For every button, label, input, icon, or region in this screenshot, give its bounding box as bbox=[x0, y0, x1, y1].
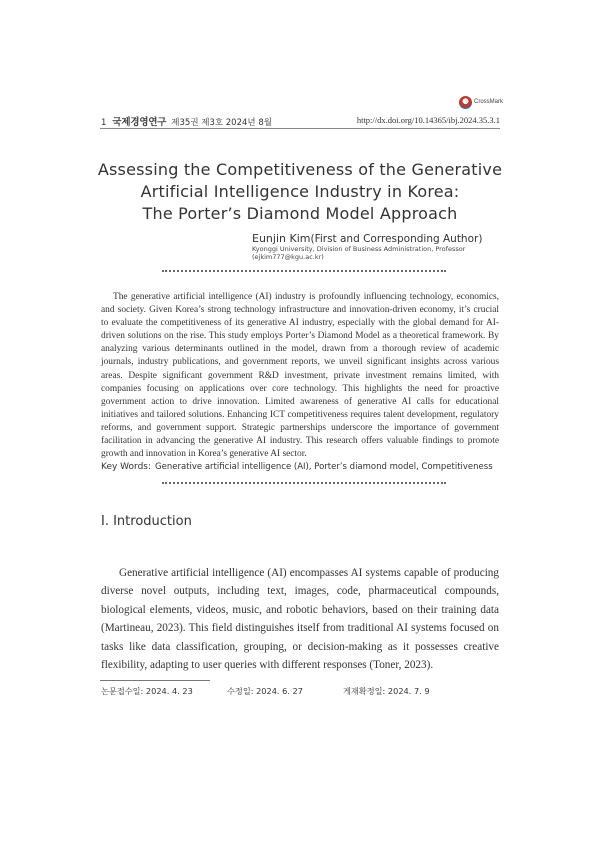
accepted-date: 게재확정일: 2024. 7. 9 bbox=[343, 686, 430, 696]
crossmark-label: CrossMark bbox=[474, 99, 504, 105]
section-heading: Ⅰ. Introduction bbox=[101, 514, 192, 529]
author-line bbox=[252, 232, 482, 245]
keywords-value: Generative artificial intelligence (AI), Porter’s diamond model, Competitiveness bbox=[155, 462, 493, 472]
doi-link[interactable]: http://dx.doi.org/10.14365/ibj.2024.35.3.1 bbox=[356, 115, 500, 125]
running-header bbox=[101, 114, 272, 128]
crossmark-badge[interactable] bbox=[459, 96, 505, 110]
footnote-divider bbox=[100, 680, 210, 681]
header-divider bbox=[100, 128, 500, 129]
journal-name: 국제경영연구 bbox=[112, 117, 167, 128]
journal-issue: 제35권 제3호 2024년 8월 bbox=[171, 118, 272, 128]
received-date: 논문접수일: 2024. 4. 23 bbox=[101, 686, 193, 696]
dotted-divider bbox=[162, 482, 446, 484]
page-number: 1 bbox=[101, 118, 107, 128]
author-block bbox=[252, 232, 482, 261]
dotted-divider bbox=[162, 270, 446, 272]
abstract-text: The generative artificial intelligence (AI) industry is profoundly influencing technology, economics, and society. Given Korea’s strong technology infrastructure and innovation-driven economy, it’s crucial to evaluate the competitiveness of its generative AI industry, especially with the global demand for AI-driven solutions on the rise. This study employs Porter’s Diamond Model as a theoretical framework. By analyzing various determinants outlined in the model, drawn from a thorough review of academic journals, industry publications, and government reports, we unveil significant insights across various areas. Despite significant government R&D investment, private investment remains limited, with companies focusing on applications over core technology. This highlights the need for proactive government action to drive innovation. Limited awareness of generative AI calls for educational initiatives and tailored solutions. Enhancing ICT competitiveness requires talent development, regulatory reforms, and government support. Strategic partnerships underscore the importance of government facilitation in advancing the generative AI industry. This research offers valuable findings to promote growth and innovation in Korea’s generative AI sector. bbox=[101, 292, 499, 460]
paragraph: Generative artificial intelligence (AI) encompasses AI systems capable of producing diverse novel outputs, including text, images, code, pharmaceutical compounds, biological elements, videos, music, and robotic behaviors, based on their training data (Martineau, 2023). This field distinguishes itself from traditional AI systems focused on tasks like data classification, grouping, or decision-making as it possesses creative flexibility, adapting to user queries with different responses (Toner, 2023). bbox=[101, 567, 499, 672]
keywords-label: Key Words: bbox=[101, 462, 152, 472]
author-email: (ejkim777@kgu.ac.kr) bbox=[252, 253, 324, 261]
body-text bbox=[101, 564, 499, 674]
abstract bbox=[101, 291, 499, 461]
title-line: Assessing the Competitiveness of the Generative bbox=[97, 160, 503, 179]
author-name: Eunjin Kim bbox=[252, 232, 311, 245]
crossmark-icon bbox=[459, 96, 472, 109]
author-affiliation: Kyonggi University, Division of Business Administration, Professor bbox=[252, 245, 466, 253]
revised-date: 수정일: 2024. 6. 27 bbox=[227, 686, 303, 696]
keywords bbox=[101, 462, 493, 472]
title-line: Artificial Intelligence Industry in Korea: bbox=[140, 182, 460, 201]
title-line: The Porter’s Diamond Model Approach bbox=[142, 204, 458, 223]
paper-title bbox=[60, 159, 540, 225]
author-role: (First and Corresponding Author) bbox=[310, 233, 483, 245]
